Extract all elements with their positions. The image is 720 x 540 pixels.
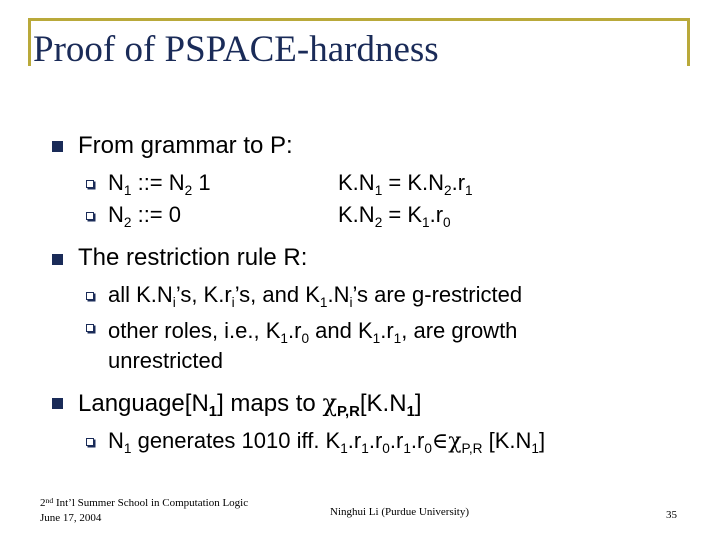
hollow-square-bullet-icon	[86, 212, 94, 220]
restriction-growth-unrestricted: other roles, i.e., $K_1.r_0$ and $K_1.r_1$, are growth unrestricted	[108, 318, 518, 373]
bullet-language: $Language[N_1]$ maps to $\chi_{P,R}[K.N_1]$	[78, 389, 422, 421]
hollow-square-bullet-icon	[86, 180, 94, 188]
footer-event-ordinal: 2nd	[40, 495, 54, 509]
footer-event-name: Int’l Summer School in Computation Logic	[55, 497, 249, 509]
footer-event	[40, 497, 248, 510]
footer-author: Ninghui Li (Purdue University)	[330, 506, 470, 518]
frame-right-rule	[687, 18, 690, 66]
credential-n1: $K.N_1 = K.N_2.r_1$	[338, 170, 473, 198]
page-number: 35	[666, 509, 677, 521]
hollow-square-bullet-icon	[86, 324, 94, 332]
square-bullet-icon	[52, 141, 63, 152]
square-bullet-icon	[52, 254, 63, 265]
footer-date: June 17, 2004	[40, 512, 102, 524]
restriction-g-restricted: all $K.N_i’s$, $K.r_i’s$, and $K_1.N_i’s$ are g-restricted	[108, 282, 523, 310]
generates-statement: $N_1$ generates 1010 iff. $K_1.r_1.r_0.r_1.r_0\in\chi_{P,R}$ $[K.N_1]$	[108, 428, 546, 456]
rule-n2: $N_2$ ::= 0	[108, 202, 182, 230]
rule-n1: $N_1$ ::= $N_2$ 1	[108, 170, 211, 198]
bullet-restriction: The restriction rule R:	[78, 244, 308, 271]
hollow-square-bullet-icon	[86, 438, 94, 446]
credential-n2: $K.N_2 = K_1.r_0$	[338, 202, 451, 230]
bullet-grammar: From grammar to P:	[78, 132, 293, 159]
square-bullet-icon	[52, 398, 63, 409]
slide-title: Proof of PSPACE-hardness	[33, 29, 439, 70]
frame-top-rule	[28, 18, 690, 21]
frame-left-rule	[28, 18, 31, 66]
hollow-square-bullet-icon	[86, 292, 94, 300]
